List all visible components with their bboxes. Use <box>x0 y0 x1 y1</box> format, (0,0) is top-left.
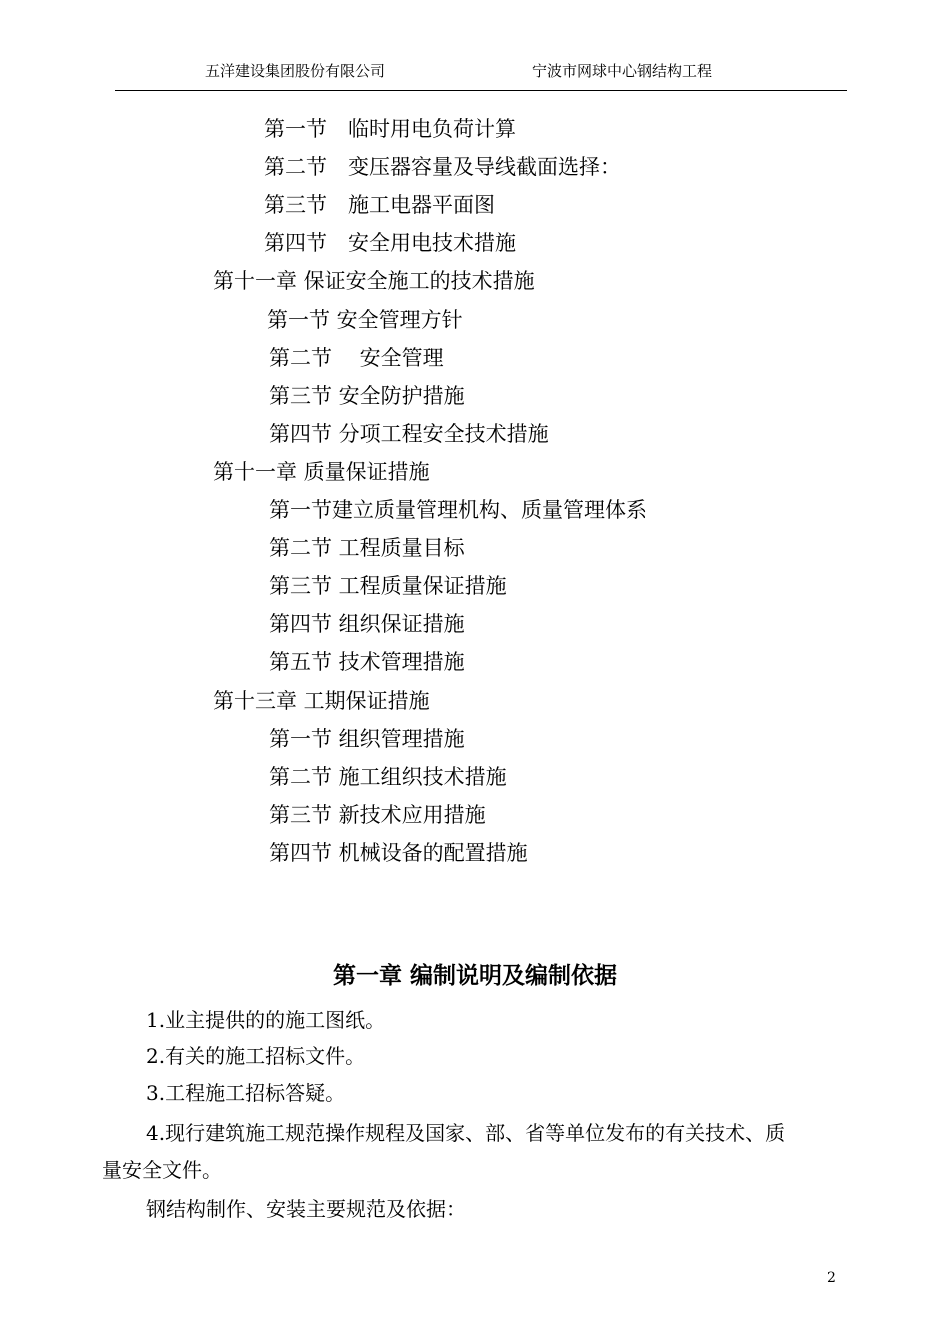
toc-item: 第二节 变压器容量及导线截面选择： <box>264 155 621 179</box>
toc-item: 第一节建立质量管理机构、质量管理体系 <box>269 498 647 522</box>
toc-chapter: 第十一章 质量保证措施 <box>213 460 430 484</box>
toc-item: 第三节 新技术应用措施 <box>269 803 486 827</box>
body-paragraph: 3.工程施工招标答疑。 <box>146 1081 346 1105</box>
body-paragraph: 4.现行建筑施工规范操作规程及国家、部、省等单位发布的有关技术、质 <box>146 1121 786 1145</box>
header-project: 宁波市网球中心钢结构工程 <box>532 62 713 80</box>
toc-item: 第一节 临时用电负荷计算 <box>264 117 516 141</box>
toc-item: 第三节 安全防护措施 <box>269 384 465 408</box>
body-paragraph: 2.有关的施工招标文件。 <box>146 1044 366 1068</box>
page-header <box>115 56 847 91</box>
toc-chapter: 第十三章 工期保证措施 <box>213 689 430 713</box>
toc-item: 第三节 施工电器平面图 <box>264 193 495 217</box>
chapter-title: 第一章 编制说明及编制依据 <box>332 962 617 989</box>
toc-item: 第四节 机械设备的配置措施 <box>269 841 528 865</box>
toc-item: 第一节 安全管理方针 <box>267 308 463 332</box>
toc-chapter: 第十一章 保证安全施工的技术措施 <box>213 269 535 293</box>
body-paragraph-continued: 量安全文件。 <box>102 1158 222 1182</box>
toc-item: 第五节 技术管理措施 <box>269 650 465 674</box>
toc-item: 第四节 分项工程安全技术措施 <box>269 422 549 446</box>
toc-item: 第三节 工程质量保证措施 <box>269 574 507 598</box>
toc-item: 第四节 组织保证措施 <box>269 612 465 636</box>
toc-item: 第二节 施工组织技术措施 <box>269 765 507 789</box>
toc-item: 第二节 工程质量目标 <box>269 536 465 560</box>
body-paragraph: 钢结构制作、安装主要规范及依据： <box>146 1197 466 1221</box>
toc-item: 第一节 组织管理措施 <box>269 727 465 751</box>
header-company: 五洋建设集团股份有限公司 <box>205 62 386 80</box>
toc-item: 第二节 安全管理 <box>269 346 444 370</box>
toc-item: 第四节 安全用电技术措施 <box>264 231 516 255</box>
page-number: 2 <box>827 1270 836 1286</box>
body-paragraph: 1.业主提供的的施工图纸。 <box>146 1008 386 1032</box>
